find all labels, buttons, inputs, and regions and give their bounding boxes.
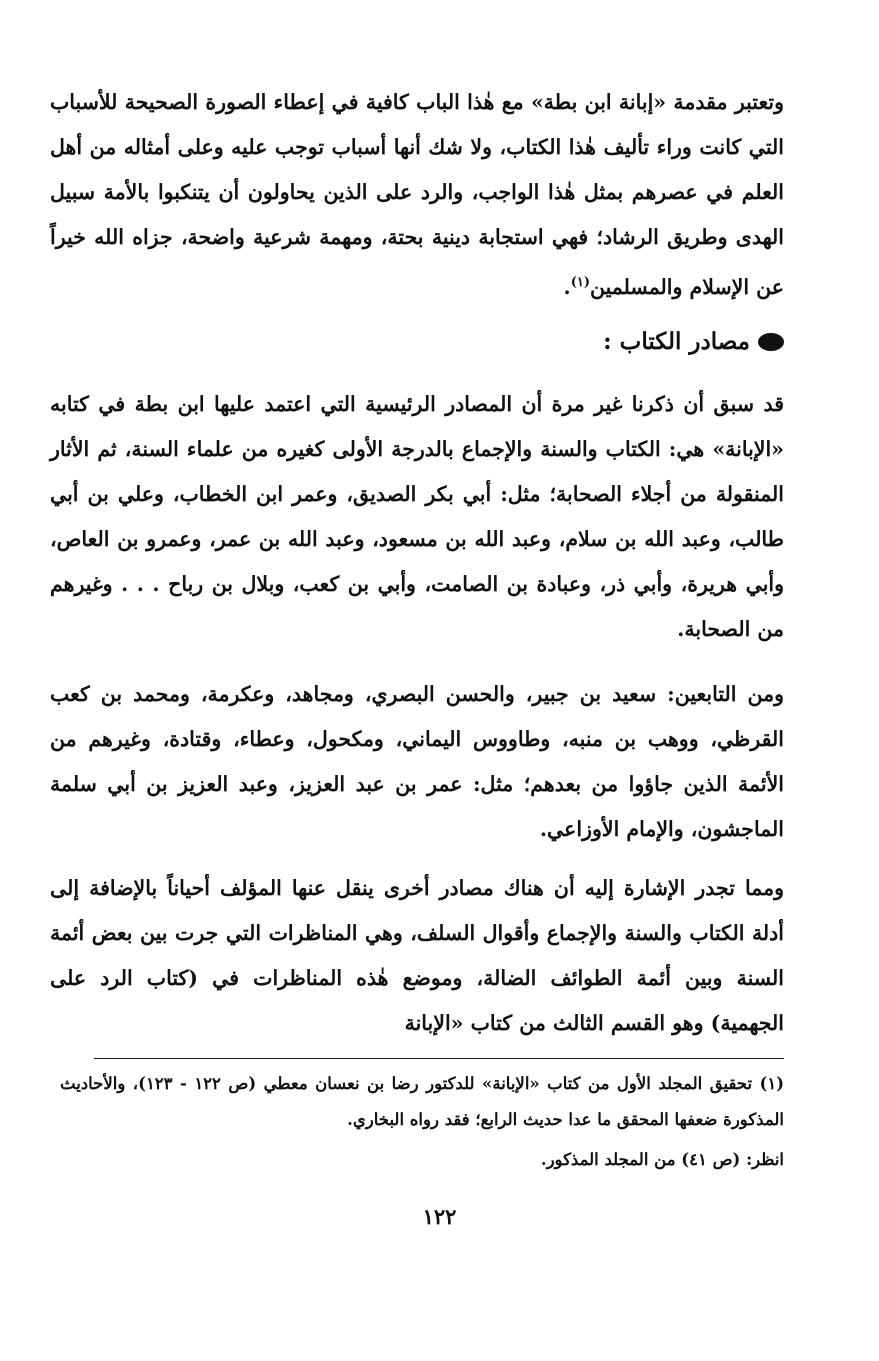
paragraph-sources-followers: ومن التابعين: سعيد بن جبير، والحسن البصري، ومجاهد، وعكرمة، ومحمد بن كعب القرظي، ووهب بن منبه، وطاووس اليماني، ومكحول، وعطاء، وقتادة، وغيرهم من الأئمة الذين جاؤوا من بعدهم؛ مثل: عمر بن عبد العزيز، وعبد العزيز بن أبي سلمة الماجشون، والإمام الأوزاعي.	[50, 682, 784, 841]
bullet-icon	[758, 333, 784, 351]
section-heading	[603, 322, 784, 362]
paragraph-intro: وتعتبر مقدمة «إبانة ابن بطة» مع هٰذا الباب كافية في إعطاء الصورة الصحيحة للأسباب التي كانت وراء تأليف هٰذا الكتاب، ولا شك أنها أسباب توجب عليه وعلى أمثاله من أهل العلم في عصرهم بمثل هٰذا الواجب، والرد على الذين يحاولون أن يتنكبوا بالأمة سبيل الهدى وطريق الرشاد؛ فهي استجابة دينية بحتة، ومهمة شرعية واضحة، جزاه الله خيراً عن الإسلام والمسلمين$^{(١)}$.	[50, 90, 784, 299]
footnote-2: انظر: (ص ٤١) من المجلد المذكور.	[540, 1150, 784, 1169]
footnote-divider	[94, 1058, 784, 1059]
paragraph-sources-companions: قد سبق أن ذكرنا غير مرة أن المصادر الرئيسية التي اعتمد عليها ابن بطة في كتابه «الإبانة» هي: الكتاب والسنة والإجماع بالدرجة الأولى كغيره من علماء السنة، ثم الأثار المنقولة من أجلاء الصحابة؛ مثل: أبي بكر الصديق، وعمر ابن الخطاب، وعلي بن أبي طالب، وعبد الله بن سلام، وعبد الله بن مسعود، وعبد الله بن عمر، وعمرو بن العاص، وأبي هريرة، وأبي ذر، وعبادة بن الصامت، وأبي بن كعب، وبلال بن رباح . . . وغيرهم من الصحابة.	[50, 392, 785, 641]
paragraph-sources-debates: ومما تجدر الإشارة إليه أن هناك مصادر أخرى ينقل عنها المؤلف أحياناً بالإضافة إلى أدلة الكتاب والسنة والإجماع وأقوال السلف، وهي المناظرات التي جرت بين بعض أئمة السنة وبين أئمة الطوائف الضالة، وموضع هٰذه المناظرات في (كتاب الرد على الجهمية) وهو القسم الثالث من كتاب «الإبانة	[50, 876, 784, 1035]
page-number: ١٢٢	[422, 1204, 457, 1229]
footnote-reference: (١)	[570, 275, 590, 290]
paragraph-intro-text: وتعتبر مقدمة «إبانة ابن بطة» مع هٰذا الباب كافية في إعطاء الصورة الصحيحة للأسباب التي كانت وراء تأليف هٰذا الكتاب، ولا شك أنها أسباب توجب عليه وعلى أمثاله من أهل العلم في عصرهم بمثل هٰذا الواجب، والرد على الذين يحاولون أن يتنكبوا بالأمة سبيل الهدى وطريق الرشاد؛ فهي استجابة دينية بحتة، ومهمة شرعية واضحة، جزاه الله خيراً عن الإسلام والمسلمين	[50, 90, 784, 299]
section-heading-text: مصادر الكتاب :	[603, 328, 750, 355]
footnote-1: (١) تحقيق المجلد الأول من كتاب «الإبانة» للدكتور رضا بن نعسان معطي (ص ١٢٢ - ١٢٣)، والأحاديث المذكورة ضعفها المحقق ما عدا حديث الرابع؛ فقد رواه البخاري.	[60, 1074, 784, 1129]
